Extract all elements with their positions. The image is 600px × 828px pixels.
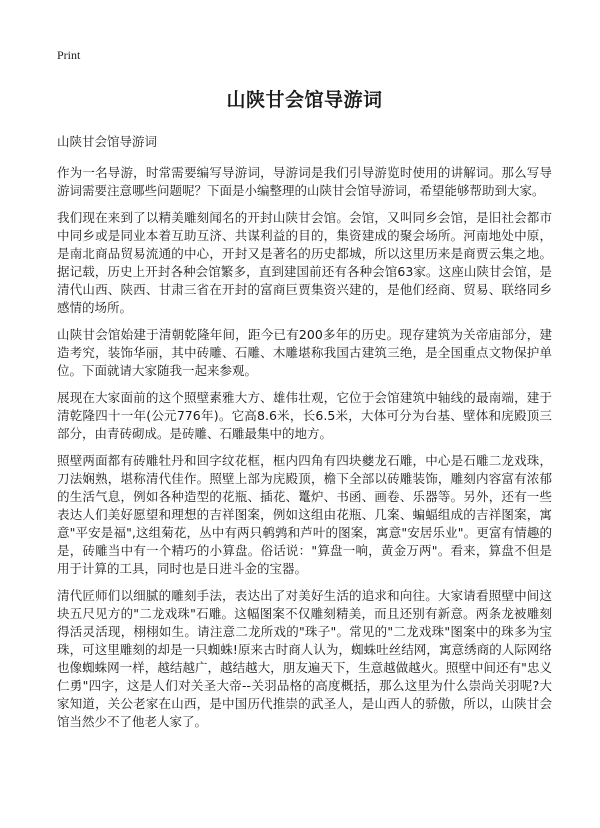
paragraph-dragons: 清代匠师们以细腻的雕刻手法，表达出了对美好生活的追求和向往。大家请看照壁中间这块五尺见方的"二龙戏珠"石雕。这幅图案不仅雕刻精美，而且还别有新意。两条龙被雕刻得活灵活现，栩栩如生。请注意二龙所戏的"珠子"。常见的"二龙戏珠"图案中的珠多为宝珠，可这里雕刻的却是一只蜘蛛!原来古时商人认为，蜘蛛吐丝结网，寓意绣商的人际网络也像蜘蛛网一样，越结越广，越结越大，朋友遍天下，生意越做越火。照壁中间还有"忠义仁勇"四字，这是人们对关圣大帝--关羽品格的高度概括，那么这里为什么崇尚关羽呢?大家知道，关公老家在山西，是中国历代推崇的武圣人，是山西人的骄傲，所以，山陕甘会馆当然少不了他老人家了。 bbox=[57, 588, 552, 729]
paragraph-carvings: 照壁两面都有砖雕牡丹和回字纹花框，框内四角有四块夔龙石雕，中心是石雕二龙戏珠，刀法娴熟，堪称清代佳作。照壁上部为庑殿顶，檐下全部以砖雕装饰，雕刻内容富有浓郁的生活气息，例如各种造型的花瓶、插花、鼍炉、书函、画卷、乐器等。另外，还有一些表达人们美好愿望和理想的吉祥图案，例如这组由花瓶、几案、蝙蝠组成的吉祥图案，寓意"平安是福",这组菊花，丛中有两只鹌鹑和芦叶的图案，寓意"安居乐业"。更富有情趣的是，砖雕当中有一个精巧的小算盘。俗话说："算盘一响，黄金万两"。看来，算盘不但是用于计算的工具，同时也是日进斗金的宝器。 bbox=[57, 453, 552, 576]
paragraph-history: 我们现在来到了以精美雕刻闻名的开封山陕甘会馆。会馆，又叫同乡会馆，是旧社会都市中同乡或是同业本着互助互济、共谋利益的目的，集资建成的聚会场所。河南地处中原，是南北商品贸易流通的中心，开封又是著名的历史都城，所以这里历来是商贾云集之地。据记载，历史上开封各种会馆繁多，直到建国前还有各种会馆63家。这座山陕甘会馆，是清代山西、陕西、甘肃三省在开封的富商巨贾集资兴建的，是他们经商、贸易、联络同乡感情的场所。 bbox=[57, 210, 552, 315]
paragraph-founding: 山陕甘会馆始建于清朝乾隆年间，距今已有200多年的历史。现存建筑为关帝庙部分，建造考究，装饰华丽，其中砖雕、石雕、木雕堪称我国古建筑三绝，是全国重点文物保护单位。下面就请大家随我一起来参观。 bbox=[57, 327, 552, 378]
page-title: 山陕甘会馆导游词 bbox=[226, 89, 383, 111]
paragraph-screen-wall: 展现在大家面前的这个照壁素雅大方、雄伟壮观，它位于会馆建筑中轴线的最南端，建于清乾隆四十一年(公元776年)。它高8.6米，长6.5米，大体可分为台基、壁体和庑殿顶三部分，由青砖砌成。是砖雕、石雕最集中的地方。 bbox=[57, 390, 552, 441]
print-link[interactable]: Print bbox=[57, 48, 81, 62]
paragraph-intro: 作为一名导游，时常需要编写导游词，导游词是我们引导游览时使用的讲解词。那么写导游词需要注意哪些问题呢？下面是小编整理的山陕甘会馆导游词，希望能够帮助到大家。 bbox=[57, 165, 552, 198]
document-subtitle: 山陕甘会馆导游词 bbox=[57, 134, 158, 149]
